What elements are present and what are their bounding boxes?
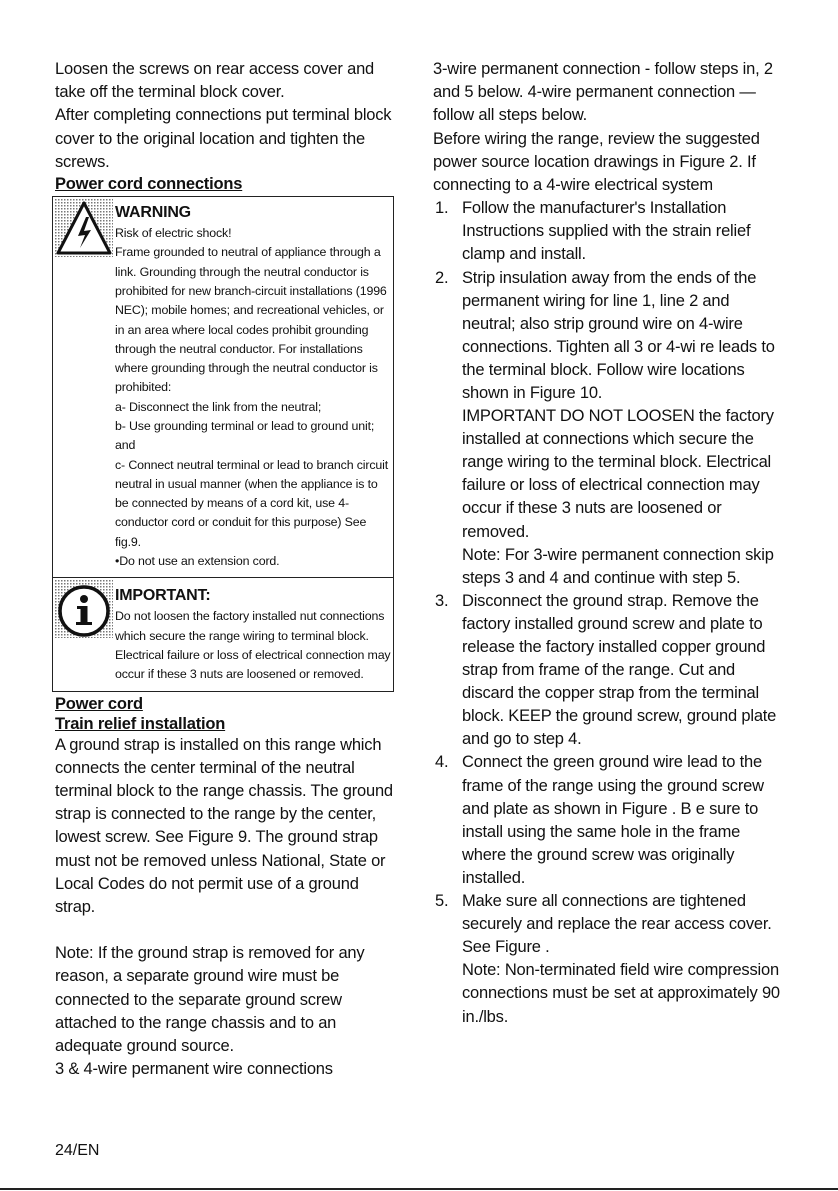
warning-line: b- Use grounding terminal or lead to ground unit; and [115, 418, 375, 453]
step-note: Note: For 3-wire permanent connection skip steps 3 and 4 and continue with step 5. [462, 545, 774, 587]
step-number: 2. [435, 268, 449, 287]
page-number: 24/EN [55, 1142, 100, 1159]
paragraph-before-wiring: Before wiring the range, review the suggested power source location drawings in Figure 2. If connecting to a 4-wire electrical system [433, 129, 760, 195]
step-text: Follow the manufacturer's Installation Instructions supplied with the strain relief clamp and install. [462, 199, 751, 264]
heading-train-relief-installation: Train relief installation [55, 714, 226, 733]
step-number: 1. [435, 199, 449, 218]
paragraph-connection-types: 3-wire permanent connection - follow steps in, 2 and 5 below. 4-wire permanent connection — follow all steps below. [433, 60, 773, 125]
paragraph-remove-cover: Loosen the screws on rear access cover and take off the terminal block cover. [55, 60, 375, 102]
step-number: 3. [435, 591, 449, 610]
step-number: 4. [435, 753, 449, 772]
warning-title: WARNING [115, 204, 191, 222]
paragraph-wire-connections: 3 & 4-wire permanent wire connections [55, 1060, 333, 1079]
warning-line: •Do not use an extension cord. [115, 554, 280, 569]
step-item [433, 751, 785, 890]
step-item [433, 267, 785, 590]
safety-notice-box [52, 196, 394, 692]
step-important-note: IMPORTANT DO NOT LOOSEN the factory installed at connections which secure the range wiring to the terminal block. Electrical failure or loss of electrical connection may occur if these 3 nuts are loosened or removed. [462, 407, 774, 541]
left-column [55, 58, 400, 1081]
step-text: Make sure all connections are tightened securely and replace the rear access cover. See Figure . [462, 892, 772, 957]
step-item [433, 197, 785, 266]
warning-line: c- Connect neutral terminal or lead to branch circuit neutral in usual manner (when the appliance is to be connected by means of a cord kit, use 4-conductor cord or conduit for this purpose) See fig.9. [115, 457, 389, 549]
warning-line: Risk of electric shock! [115, 226, 232, 241]
paragraph-ground-wire-note: Note: If the ground strap is removed for any reason, a separate ground wire must be connected to the separate ground screw attached to the range chassis and to an adequate ground source. [55, 944, 365, 1055]
important-title: IMPORTANT: [115, 587, 211, 605]
heading-power-cord: Power cord [55, 694, 143, 713]
important-notice [53, 577, 393, 690]
right-column [433, 58, 785, 1029]
step-note: Note: Non-terminated field wire compression connections must be set at approximately 90 in./lbs. [462, 961, 780, 1026]
step-number: 5. [435, 892, 449, 911]
warning-notice [53, 197, 393, 577]
step-text: Strip insulation away from the ends of the permanent wiring for line 1, line 2 and neutral; also strip ground wire on 4-wire connections. Tighten all 3 or 4-wi re leads to the terminal block. Follow wire locations shown in Figure 10. [462, 268, 775, 402]
heading-power-cord-connections: Power cord connections [55, 175, 243, 194]
paragraph-ground-strap: A ground strap is installed on this range which connects the center terminal of the neutral terminal block to the range chassis. The ground strap is connected to the range by the center, lowest screw. See Figure 9. The ground strap must not be removed unless National, State or Local Codes do not permit use of a ground strap. [55, 735, 393, 916]
warning-line: a- Disconnect the link from the neutral; [115, 399, 322, 414]
step-item [433, 590, 785, 752]
installation-steps [433, 197, 785, 1028]
info-icon [55, 580, 113, 643]
step-item [433, 890, 785, 1029]
step-text: Connect the green ground wire lead to the frame of the range using the ground screw and plate as shown in Figure . B e sure to install using the same hole in the frame where the ground screw was originally installed. [462, 753, 764, 887]
electric-shock-warning-icon [55, 199, 113, 262]
paragraph-replace-cover: After completing connections put terminal block cover to the original location and tighten the screws. [55, 106, 392, 171]
footer-rule [0, 1188, 838, 1190]
warning-line: Frame grounded to neutral of appliance through a link. Grounding through the neutral conductor is prohibited for new branch-circuit installations (1996 NEC); mobile homes; and recreational vehicles, or in an area where local codes prohibit grounding through the neutral conductor. For installations where grounding through the neutral conductor is prohibited: [115, 245, 387, 395]
step-text: Disconnect the ground strap. Remove the factory installed ground screw and plate to release the factory installed copper ground strap from frame of the range. Cut and discard the copper strap from the terminal block. KEEP the ground screw, ground plate and go to step 4. [462, 591, 777, 749]
important-text: Do not loosen the factory installed nut connections which secure the range wiring to terminal block. Electrical failure or loss of electrical connection may occur if these 3 nuts are loosened or removed. [115, 609, 391, 682]
